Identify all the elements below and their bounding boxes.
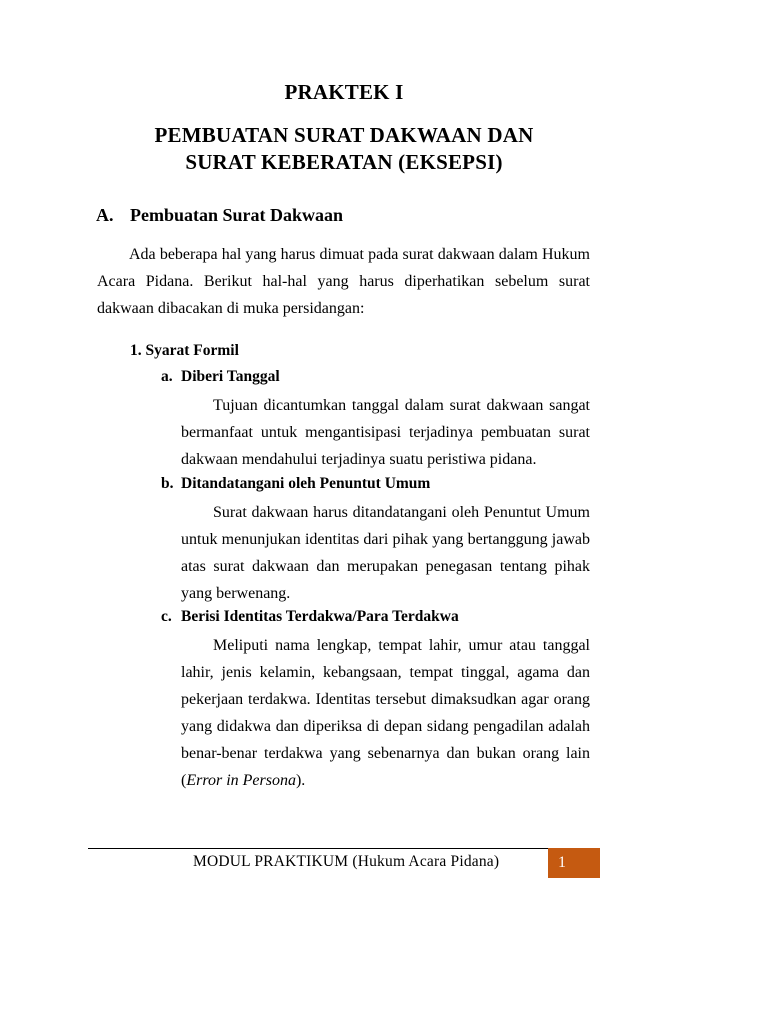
error-in-persona-term: Error in Persona — [186, 772, 296, 789]
sub-item-c-text: Meliputi nama lengkap, tempat lahir, umur atau tanggal lahir, jenis kelamin, kebangsaan, tempat tinggal, agama dan pekerjaan terdakwa. Identitas tersebut dimaksudkan agar orang yang didakwa dan diperiksa di depan sidang pengadilan adalah benar-benar terdakwa yang sebenarnya dan bukan orang lain ( — [181, 637, 590, 789]
sub-item-b-letter: b. — [161, 475, 174, 492]
sub-item-a-paragraph: Tujuan dicantumkan tanggal dalam surat dakwaan sangat bermanfaat untuk mengantisipasi terjadinya pembuatan surat dakwaan mendahului terjadinya suatu peristiwa pidana. — [181, 397, 590, 468]
footer-module-title: MODUL PRAKTIKUM (Hukum Acara Pidana) — [193, 853, 500, 870]
section-a-letter: A. — [96, 205, 114, 225]
sub-item-c-title: Berisi Identitas Terdakwa/Para Terdakwa — [181, 608, 459, 625]
chapter-subtitle-line-1: PEMBUATAN SURAT DAKWAAN DAN — [154, 123, 534, 147]
section-a-intro-paragraph: Ada beberapa hal yang harus dimuat pada surat dakwaan dalam Hukum Acara Pidana. Berikut hal-hal yang harus diperhatikan sebelum surat dakwaan dibacakan di muka persidangan: — [97, 246, 590, 317]
item-1-heading: 1. Syarat Formil — [130, 342, 239, 359]
sub-item-b-heading — [161, 475, 430, 493]
sub-item-a-title: Diberi Tanggal — [181, 368, 280, 385]
sub-item-c-text-end: ). — [295, 772, 306, 789]
chapter-subtitle-line-2: SURAT KEBERATAN (EKSEPSI) — [185, 150, 503, 174]
section-a-title: Pembuatan Surat Dakwaan — [130, 205, 344, 225]
section-a-heading — [96, 205, 343, 226]
chapter-title: PRAKTEK I — [284, 80, 404, 104]
footer-divider — [88, 848, 600, 849]
sub-item-a-heading — [161, 368, 280, 386]
sub-item-b-paragraph: Surat dakwaan harus ditandatangani oleh Penuntut Umum untuk menunjukan identitas dari pihak yang bertanggung jawab atas surat dakwaan dan merupakan penegasan tentang pihak yang berwenang. — [181, 504, 590, 602]
sub-item-a-letter: a. — [161, 368, 173, 385]
sub-item-b-title: Ditandatangani oleh Penuntut Umum — [181, 475, 431, 492]
sub-item-c-letter: c. — [161, 608, 172, 625]
sub-item-c-paragraph — [181, 632, 590, 794]
sub-item-c-heading — [161, 608, 459, 626]
chapter-subtitle — [0, 122, 688, 176]
page-number-badge: 1 — [548, 848, 600, 878]
